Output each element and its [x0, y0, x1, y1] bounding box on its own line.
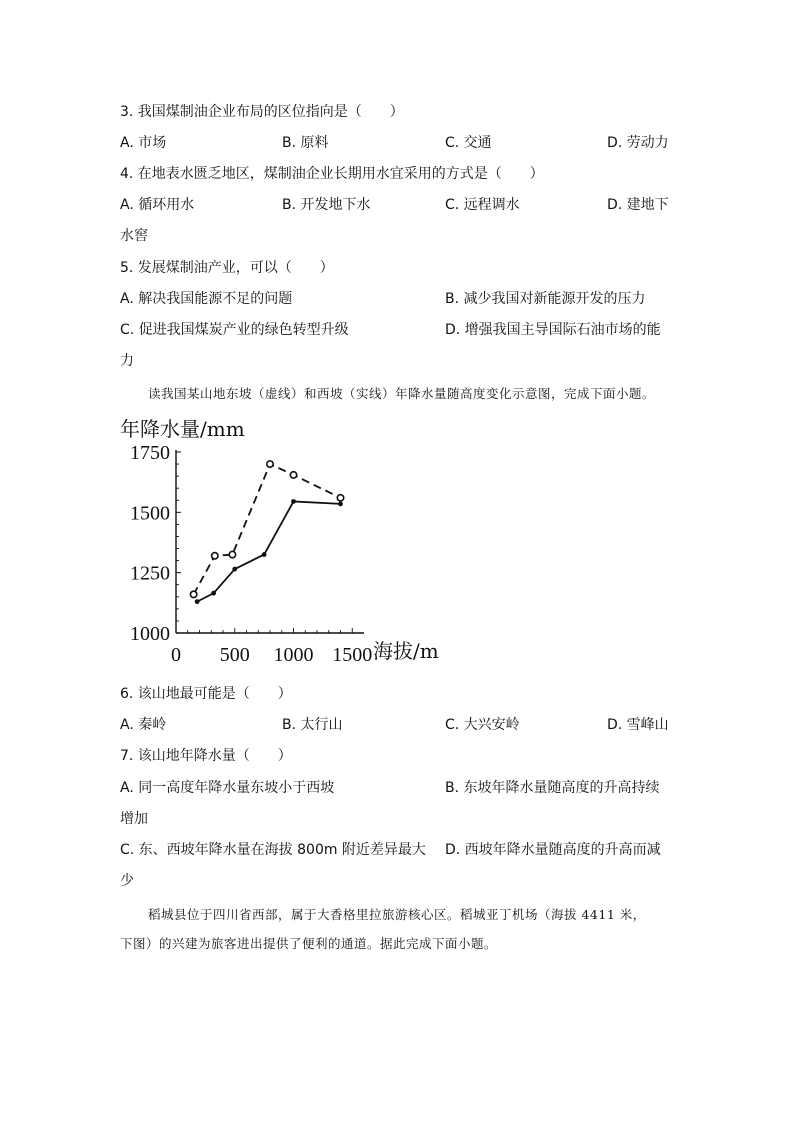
x-tick-label-2: 1000	[273, 644, 314, 666]
q7-stem: 7. 该山地年降水量（ ）	[120, 748, 292, 764]
series-0-point-3	[267, 461, 273, 467]
q4-option-c: C. 远程调水	[445, 197, 520, 213]
series-line-0	[194, 464, 341, 594]
series-0-point-5	[337, 495, 343, 501]
q3-option-b: B. 原料	[282, 135, 329, 151]
y-tick-label-1: 1250	[130, 562, 170, 585]
series-line-1	[197, 501, 340, 601]
series-0-point-0	[190, 591, 196, 597]
q7-option-b: B. 东坡年降水量随高度的升高持续	[445, 780, 660, 796]
precipitation-chart	[0, 410, 794, 680]
q5-option-d: D. 增强我国主导国际石油市场的能	[445, 322, 661, 338]
q6-option-c: C. 大兴安岭	[445, 717, 520, 733]
series-0-point-4	[290, 472, 296, 478]
y-tick-label-2: 1500	[130, 502, 170, 525]
x-tick-label-3: 1500	[332, 644, 373, 666]
q3-option-d: D. 劳动力	[607, 135, 669, 151]
q7-option-d-cont: 少	[120, 873, 134, 889]
q6-option-a: A. 秦岭	[120, 717, 167, 733]
series-1-point-5	[338, 501, 343, 506]
series-1-point-4	[291, 499, 296, 504]
q5-option-a: A. 解决我国能源不足的问题	[120, 291, 293, 307]
next-intro-line2: 下图）的兴建为旅客进出提供了便利的通道。据此完成下面小题。	[120, 936, 498, 951]
q5-stem: 5. 发展煤制油产业，可以（ ）	[120, 260, 334, 276]
q4-option-b: B. 开发地下水	[282, 197, 371, 213]
series-1-point-1	[211, 591, 216, 596]
q7-option-b-cont: 增加	[120, 811, 148, 827]
y-tick-label-0: 1000	[130, 623, 170, 645]
chart-intro: 读我国某山地东坡（虚线）和西坡（实线）年降水量随高度变化示意图，完成下面小题。	[148, 386, 656, 401]
q7-option-c: C. 东、西坡年降水量在海拔 800m 附近差异最大	[120, 842, 426, 858]
q5-option-d-cont: 力	[120, 353, 134, 369]
series-0-point-1	[212, 553, 218, 559]
q7-option-a: A. 同一高度年降水量东坡小于西坡	[120, 780, 335, 796]
series-1-point-3	[262, 552, 267, 557]
q7-option-d: D. 西坡年降水量随高度的升高而减	[445, 842, 661, 858]
q5-option-c: C. 促进我国煤炭产业的绿色转型升级	[120, 322, 349, 338]
series-1-point-2	[232, 567, 237, 572]
series-0-point-2	[229, 551, 235, 557]
y-tick-label-3: 1750	[130, 442, 170, 464]
q3-option-c: C. 交通	[445, 135, 492, 151]
q4-option-a: A. 循环用水	[120, 197, 195, 213]
q4-option-d-cont: 水窖	[120, 228, 148, 244]
q3-stem: 3. 我国煤制油企业布局的区位指向是（ ）	[120, 104, 404, 120]
series-1-point-0	[195, 599, 200, 604]
q6-option-d: D. 雪峰山	[607, 717, 669, 733]
q3-option-a: A. 市场	[120, 135, 167, 151]
q5-option-b: B. 减少我国对新能源开发的压力	[445, 291, 646, 307]
q6-option-b: B. 太行山	[282, 717, 343, 733]
q6-stem: 6. 该山地最可能是（ ）	[120, 686, 292, 702]
x-tick-label-0: 0	[171, 644, 181, 666]
next-intro-line1: 稻城县位于四川省西部，属于大香格里拉旅游核心区。稻城亚丁机场（海拔 4411 米，	[148, 907, 646, 922]
q4-option-d: D. 建地下	[607, 197, 669, 213]
y-axis-title: 年降水量/mm	[120, 417, 245, 441]
x-axis-title: 海拔/m	[373, 639, 439, 663]
q4-stem: 4. 在地表水匮乏地区，煤制油企业长期用水宜采用的方式是（ ）	[120, 166, 544, 182]
x-tick-label-1: 500	[219, 644, 250, 666]
